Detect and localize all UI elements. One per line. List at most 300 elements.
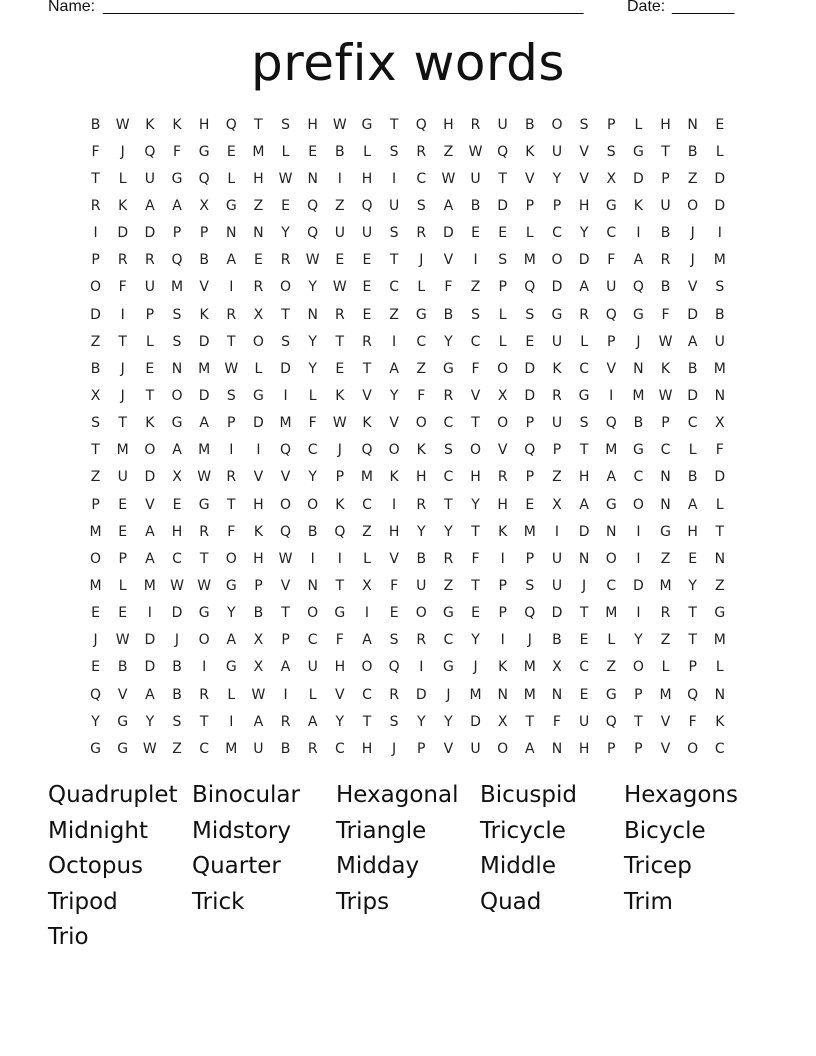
grid-letter: M	[198, 442, 211, 459]
grid-letter: I	[283, 686, 288, 703]
grid-letter: C	[443, 632, 454, 649]
grid-letter: M	[659, 577, 672, 594]
word-bank-item: Midstory	[192, 817, 291, 844]
grid-letter: V	[145, 496, 155, 513]
grid-letter: P	[498, 279, 507, 296]
grid-letter: W	[115, 116, 130, 133]
grid-letter: Y	[552, 170, 562, 187]
grid-letter: N	[578, 550, 590, 567]
grid-letter: C	[307, 442, 318, 459]
grid-letter: B	[687, 469, 698, 486]
grid-letter: O	[415, 605, 427, 622]
grid-letter: B	[199, 252, 209, 269]
grid-letter: Y	[416, 713, 426, 730]
grid-letter: B	[335, 143, 345, 160]
grid-letter: C	[416, 333, 427, 350]
grid-letter: G	[171, 170, 183, 187]
grid-letter: P	[634, 686, 643, 703]
grid-letter: T	[145, 387, 155, 404]
grid-letter: U	[117, 469, 128, 486]
grid-letter: J	[582, 577, 587, 594]
grid-letter: R	[226, 469, 237, 486]
grid-letter: F	[661, 306, 670, 323]
grid-letter: R	[307, 740, 318, 757]
grid-letter: Z	[335, 197, 345, 214]
grid-letter: P	[254, 577, 263, 594]
grid-letter: Y	[471, 496, 480, 513]
grid-letter: O	[605, 550, 617, 567]
grid-letter: S	[389, 632, 399, 649]
grid-letter: M	[469, 686, 482, 703]
grid-letter: D	[144, 659, 156, 676]
grid-letter: C	[606, 577, 617, 594]
grid-letter: L	[417, 279, 426, 296]
grid-letter: P	[281, 632, 290, 649]
grid-letter: W	[278, 170, 293, 187]
grid-letter: M	[279, 415, 292, 432]
grid-letter: G	[252, 387, 264, 404]
grid-letter: R	[416, 496, 427, 513]
grid-letter: O	[687, 740, 699, 757]
grid-letter: H	[470, 469, 481, 486]
grid-letter: M	[523, 252, 536, 269]
grid-letter: T	[226, 333, 236, 350]
grid-letter: L	[281, 143, 290, 160]
grid-letter: C	[714, 740, 725, 757]
grid-letter: S	[389, 225, 399, 242]
grid-letter: A	[226, 252, 237, 269]
grid-letter: G	[225, 577, 237, 594]
grid-letter: T	[715, 523, 725, 540]
grid-letter: V	[660, 740, 671, 757]
grid-letter: E	[281, 197, 290, 214]
grid-letter: I	[419, 659, 424, 676]
grid-letter: V	[525, 170, 535, 187]
grid-letter: L	[145, 333, 154, 350]
grid-letter: J	[392, 740, 397, 757]
word-bank-item: Bicuspid	[480, 782, 577, 808]
grid-letter: E	[362, 306, 372, 323]
grid-letter: T	[389, 116, 399, 133]
grid-letter: G	[605, 496, 617, 513]
grid-letter: T	[118, 333, 127, 350]
grid-letter: A	[687, 333, 698, 350]
grid-letter: D	[144, 469, 156, 486]
grid-letter: Q	[280, 442, 292, 459]
grid-letter: N	[551, 740, 563, 757]
grid-letter: I	[636, 225, 641, 242]
grid-letter: V	[280, 577, 291, 594]
grid-letter: B	[660, 279, 671, 296]
grid-letter: Q	[524, 279, 536, 296]
grid-letter: B	[715, 306, 725, 323]
grid-letter: M	[659, 686, 672, 703]
grid-letter: I	[202, 659, 207, 676]
word-bank-item: Midnight	[48, 817, 148, 844]
grid-letter: A	[606, 469, 617, 486]
grid-letter: D	[90, 306, 101, 323]
grid-letter: O	[198, 632, 210, 649]
grid-letter: R	[144, 252, 155, 269]
grid-letter: E	[91, 605, 100, 622]
grid-letter: B	[470, 197, 481, 214]
grid-letter: J	[419, 252, 424, 269]
grid-letter: X	[253, 632, 264, 649]
grid-letter: I	[147, 605, 152, 622]
grid-letter: V	[660, 713, 671, 730]
grid-letter: V	[497, 442, 508, 459]
name-blank-line: ______________________________________________________	[103, 0, 584, 15]
grid-letter: O	[225, 550, 237, 567]
grid-letter: F	[172, 143, 182, 160]
grid-letter: T	[498, 170, 507, 187]
grid-letter: V	[280, 469, 291, 486]
grid-letter: C	[199, 740, 210, 757]
grid-letter: U	[470, 170, 481, 187]
grid-letter: D	[524, 387, 536, 404]
grid-letter: B	[633, 415, 644, 432]
grid-letter: W	[468, 143, 483, 160]
grid-letter: Q	[632, 279, 644, 296]
grid-letter: W	[115, 632, 130, 649]
grid-letter: R	[470, 116, 481, 133]
grid-letter: I	[473, 252, 478, 269]
grid-letter: Z	[90, 333, 101, 350]
grid-letter: F	[417, 387, 426, 404]
grid-letter: E	[226, 143, 236, 160]
grid-letter: E	[471, 225, 480, 242]
grid-letter: O	[280, 496, 292, 513]
grid-letter: B	[552, 632, 562, 649]
grid-letter: G	[632, 306, 644, 323]
grid-letter: X	[552, 659, 562, 676]
grid-letter: S	[416, 197, 426, 214]
grid-letter: V	[199, 279, 209, 296]
grid-letter: E	[389, 605, 399, 622]
grid-letter: U	[551, 143, 563, 160]
grid-letter: I	[554, 523, 560, 540]
grid-letter: H	[198, 116, 210, 133]
grid-letter: N	[253, 225, 264, 242]
grid-letter: Q	[307, 225, 319, 242]
grid-letter: X	[715, 415, 725, 432]
grid-letter: F	[227, 523, 236, 540]
grid-letter: E	[335, 252, 345, 269]
grid-letter: W	[142, 740, 157, 757]
grid-letter: H	[361, 170, 373, 187]
grid-letter: Q	[198, 170, 210, 187]
grid-letter: D	[632, 577, 644, 594]
grid-letter: D	[687, 306, 699, 323]
grid-letter: A	[307, 713, 318, 730]
word-bank-item: Tricycle	[480, 817, 566, 844]
grid-letter: R	[334, 306, 345, 323]
grid-letter: W	[332, 415, 347, 432]
grid-letter: G	[198, 496, 210, 513]
grid-letter: T	[471, 523, 480, 540]
grid-letter: L	[715, 143, 724, 160]
grid-letter: T	[579, 442, 589, 459]
grid-letter: Z	[416, 360, 427, 377]
grid-letter: Q	[524, 442, 536, 459]
grid-letter: P	[552, 197, 562, 214]
word-bank-item: Hexagons	[624, 782, 738, 808]
grid-letter: B	[687, 360, 698, 377]
grid-letter: F	[552, 713, 561, 730]
grid-letter: C	[443, 469, 454, 486]
grid-letter: A	[145, 550, 155, 567]
grid-letter: T	[91, 442, 100, 459]
grid-letter: L	[227, 686, 236, 703]
grid-letter: U	[606, 279, 617, 296]
grid-letter: V	[389, 550, 399, 567]
grid-letter: Q	[361, 197, 373, 214]
grid-letter: U	[144, 170, 155, 187]
grid-letter: S	[172, 713, 182, 730]
grid-letter: K	[715, 713, 725, 730]
grid-letter: W	[278, 550, 293, 567]
grid-letter: T	[389, 252, 399, 269]
grid-letter: A	[687, 496, 698, 513]
grid-letter: W	[251, 686, 266, 703]
grid-letter: O	[280, 279, 292, 296]
grid-letter: G	[442, 659, 454, 676]
grid-letter: D	[117, 225, 129, 242]
grid-letter: Q	[307, 197, 319, 214]
grid-letter: G	[198, 605, 210, 622]
grid-letter: I	[636, 550, 641, 567]
grid-letter: P	[199, 225, 209, 242]
grid-letter: T	[362, 713, 372, 730]
grid-letter: G	[442, 605, 454, 622]
grid-letter: D	[144, 632, 156, 649]
grid-letter: E	[172, 496, 182, 513]
grid-letter: Y	[308, 469, 317, 486]
grid-letter: N	[660, 469, 671, 486]
grid-letter: J	[473, 659, 478, 676]
grid-letter: D	[687, 387, 699, 404]
date-blank-line: _______	[672, 0, 735, 15]
grid-letter: Z	[253, 197, 264, 214]
grid-letter: L	[363, 143, 371, 160]
grid-letter: T	[688, 632, 697, 649]
grid-letter: T	[444, 496, 453, 513]
grid-letter: C	[552, 225, 562, 242]
grid-letter: N	[551, 686, 563, 703]
grid-letter: D	[551, 605, 563, 622]
grid-letter: M	[252, 143, 265, 160]
grid-letter: A	[226, 632, 237, 649]
word-bank-item: Octopus	[48, 853, 143, 879]
grid-letter: D	[551, 279, 563, 296]
grid-letter: P	[688, 659, 697, 676]
grid-letter: O	[551, 116, 563, 133]
grid-letter: K	[145, 415, 155, 432]
grid-letter: U	[551, 577, 563, 594]
grid-letter: Z	[362, 523, 372, 540]
grid-letter: E	[308, 143, 318, 160]
grid-letter: N	[714, 387, 726, 404]
grid-letter: L	[308, 686, 317, 703]
grid-letter: V	[443, 740, 454, 757]
grid-letter: Y	[634, 632, 643, 649]
grid-letter: W	[197, 577, 212, 594]
grid-letter: N	[633, 360, 644, 377]
grid-letter: F	[607, 252, 616, 269]
grid-letter: R	[416, 225, 427, 242]
grid-letter: P	[634, 740, 643, 757]
grid-letter: L	[634, 116, 643, 133]
grid-letter: E	[335, 360, 345, 377]
grid-letter: C	[307, 632, 318, 649]
grid-letter: J	[690, 225, 695, 242]
grid-letter: Y	[688, 577, 697, 594]
grid-letter: M	[713, 632, 726, 649]
grid-letter: M	[116, 442, 129, 459]
grid-letter: P	[525, 469, 535, 486]
grid-letter: U	[470, 740, 481, 757]
grid-letter: Q	[497, 143, 509, 160]
grid-letter: D	[470, 713, 481, 730]
grid-letter: B	[90, 116, 101, 133]
grid-letter: G	[605, 197, 617, 214]
grid-letter: F	[118, 279, 127, 296]
grid-letter: R	[497, 469, 508, 486]
grid-letter: C	[362, 686, 372, 703]
grid-letter: G	[225, 659, 237, 676]
grid-letter: P	[607, 740, 616, 757]
grid-letter: I	[337, 170, 342, 187]
grid-letter: S	[715, 279, 725, 296]
grid-letter: U	[307, 659, 318, 676]
grid-letter: H	[253, 170, 264, 187]
grid-letter: Q	[605, 415, 617, 432]
grid-letter: B	[443, 306, 454, 323]
grid-letter: I	[256, 442, 261, 459]
grid-letter: K	[172, 116, 182, 133]
grid-letter: D	[578, 252, 590, 269]
grid-letter: N	[714, 686, 726, 703]
grid-letter: Z	[90, 469, 101, 486]
grid-letter: E	[91, 659, 100, 676]
grid-letter: I	[337, 550, 342, 567]
grid-letter: I	[283, 387, 288, 404]
grid-letter: A	[145, 197, 155, 214]
grid-letter: K	[498, 659, 508, 676]
grid-letter: A	[579, 496, 589, 513]
grid-letter: C	[470, 333, 481, 350]
grid-letter: J	[174, 632, 180, 649]
grid-letter: O	[144, 442, 156, 459]
grid-letter: U	[144, 279, 155, 296]
grid-letter: L	[498, 333, 507, 350]
grid-letter: Z	[443, 577, 454, 594]
grid-letter: K	[362, 415, 372, 432]
word-bank-item: Trips	[336, 888, 390, 915]
grid-letter: E	[253, 252, 263, 269]
grid-letter: M	[632, 387, 645, 404]
grid-letter: A	[172, 442, 182, 459]
grid-letter: L	[580, 333, 588, 350]
grid-letter: G	[225, 197, 237, 214]
grid-letter: R	[226, 306, 237, 323]
grid-letter: R	[660, 252, 671, 269]
grid-letter: B	[90, 360, 101, 377]
grid-letter: P	[91, 496, 100, 513]
grid-letter: L	[498, 306, 507, 323]
grid-letter: Y	[308, 333, 317, 350]
grid-letter: M	[225, 740, 238, 757]
grid-letter: R	[199, 686, 209, 703]
grid-letter: D	[632, 170, 644, 187]
grid-letter: D	[198, 333, 210, 350]
grid-letter: C	[443, 415, 454, 432]
grid-letter: W	[224, 360, 239, 377]
grid-letter: K	[660, 360, 671, 377]
grid-letter: D	[443, 225, 454, 242]
grid-letter: V	[335, 686, 345, 703]
grid-letter: V	[253, 469, 264, 486]
grid-letter: X	[253, 659, 264, 676]
grid-letter: I	[717, 225, 722, 242]
grid-letter: I	[636, 605, 641, 622]
grid-letter: P	[525, 197, 535, 214]
grid-letter: G	[117, 713, 129, 730]
grid-letter: N	[307, 170, 318, 187]
grid-letter: T	[199, 713, 209, 730]
grid-letter: X	[199, 197, 209, 214]
grid-letter: A	[145, 686, 155, 703]
grid-letter: A	[145, 523, 155, 540]
grid-letter: M	[713, 360, 726, 377]
grid-letter: D	[171, 605, 183, 622]
grid-letter: R	[199, 523, 209, 540]
grid-letter: T	[226, 496, 236, 513]
grid-letter: O	[307, 605, 319, 622]
grid-letter: O	[497, 360, 509, 377]
grid-letter: T	[335, 333, 345, 350]
grid-letter: T	[91, 170, 100, 187]
grid-letter: L	[661, 659, 670, 676]
grid-letter: Y	[444, 333, 453, 350]
grid-letter: D	[144, 225, 156, 242]
grid-letter: M	[170, 279, 184, 296]
grid-letter: P	[335, 469, 345, 486]
grid-letter: C	[334, 740, 345, 757]
grid-letter: V	[389, 415, 399, 432]
grid-letter: H	[415, 469, 427, 486]
grid-letter: H	[578, 740, 590, 757]
grid-letter: T	[579, 605, 589, 622]
grid-letter: L	[227, 170, 236, 187]
grid-letter: M	[523, 659, 536, 676]
grid-letter: I	[500, 632, 505, 649]
grid-letter: Q	[144, 143, 156, 160]
grid-letter: Q	[605, 306, 617, 323]
worksheet-header	[48, 0, 748, 22]
grid-letter: D	[497, 197, 509, 214]
word-bank-item: Middle	[480, 853, 556, 879]
grid-letter: G	[551, 306, 563, 323]
grid-letter: O	[90, 279, 102, 296]
grid-letter: T	[471, 415, 480, 432]
grid-letter: T	[118, 415, 127, 432]
grid-letter: O	[252, 333, 264, 350]
grid-letter: T	[471, 577, 480, 594]
grid-letter: T	[281, 605, 290, 622]
grid-letter: P	[91, 252, 100, 269]
grid-letter: I	[229, 279, 234, 296]
